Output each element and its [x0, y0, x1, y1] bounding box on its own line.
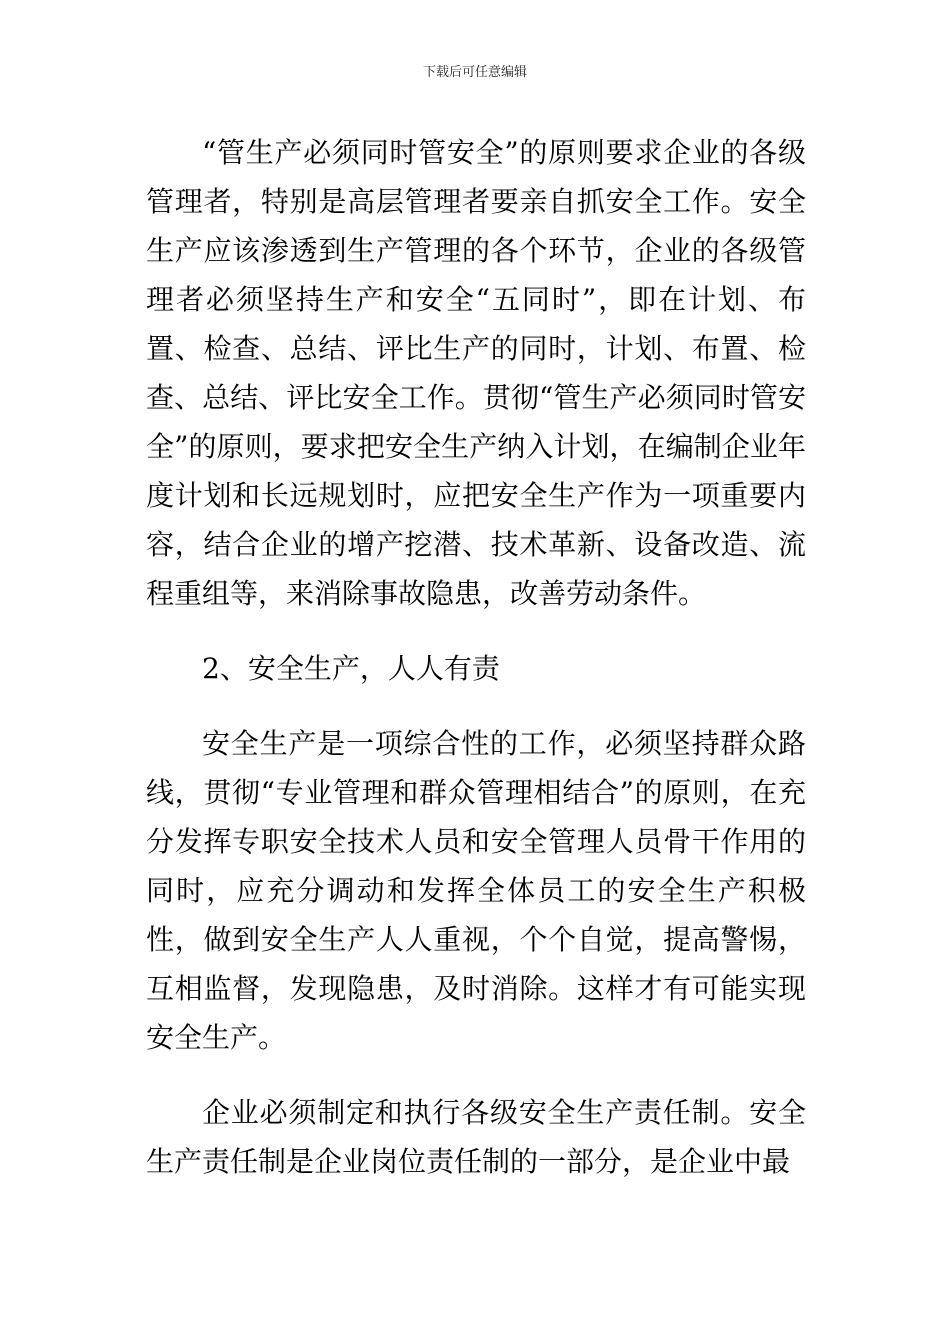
section-heading-responsibility: 2、安全生产，人人有责 [202, 652, 500, 685]
paragraph-mass-participation: 安全生产是一项综合性的工作，必须坚持群众路线，贯彻“专业管理和群众管理相结合”的原则，在充分发挥专职安全技术人员和安全管理人员骨干作用的同时，应充分调动和发挥全体员工的安全生产积极性，做到安全生产人人重视，个个自觉，提高警惕，互相监督，发现隐患，及时消除。这样才有可能实现安全生产。 [146, 727, 806, 1054]
page-header-note: 下载后可任意编辑 [422, 65, 527, 80]
paragraph-management-principle: “管生产必须同时管安全”的原则要求企业的各级管理者，特别是高层管理者要亲自抓安全工作。安全生产应该渗透到生产管理的各个环节，企业的各级管理者必须坚持生产和安全“五同时”，即在计划、布置、检查、总结、评比生产的同时，计划、布置、检查、总结、评比安全工作。贯彻“管生产必须同时管安全”的原则，要求把安全生产纳入计划，在编制企业年度计划和长远规划时，应把安全生产作为一项重要内容，结合企业的增产挖潜、技术革新、设备改造、流程重组等，来消除事故隐患，改善劳动条件。 [146, 136, 806, 610]
paragraph-responsibility-system: 企业必须制定和执行各级安全生产责任制。安全生产责任制是企业岗位责任制的一部分，是企业中最 [146, 1096, 806, 1178]
document-body [146, 128, 806, 1212]
